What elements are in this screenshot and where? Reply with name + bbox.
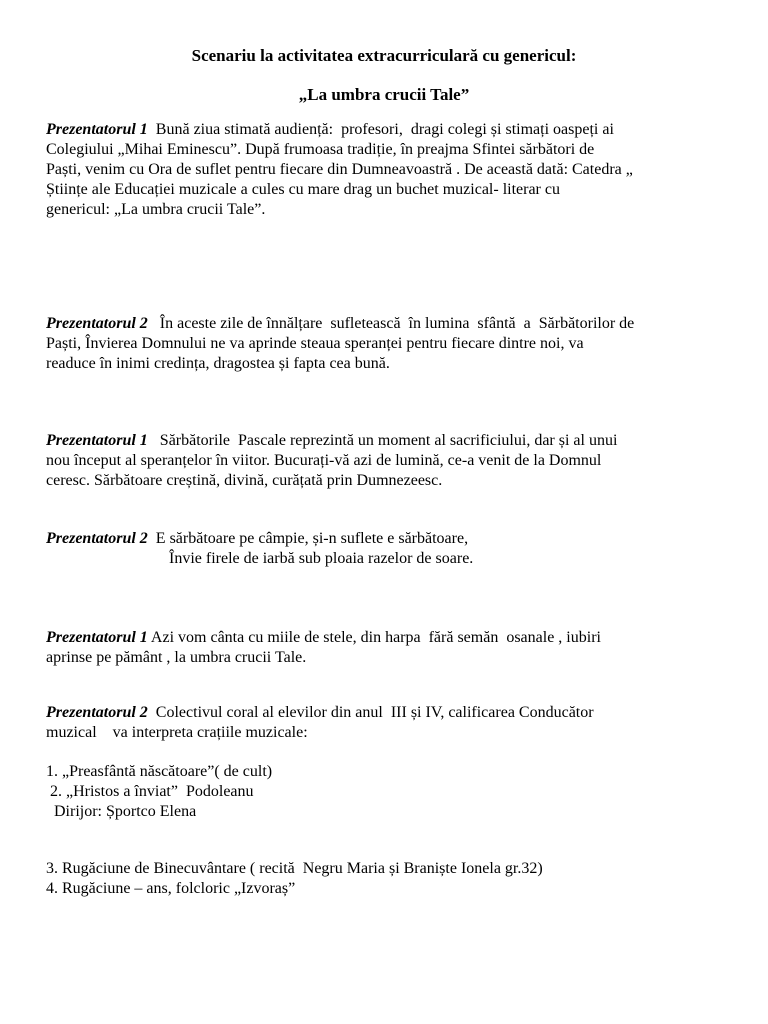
speaker-block-6 (46, 703, 736, 743)
speaker-name: Prezentatorul 2 (46, 530, 148, 547)
text-line: readuce în inimi credința, dragostea și fapta cea bună. (46, 355, 390, 372)
text-line (46, 628, 736, 648)
text-line: Învie firele de iarbă sub ploaia razelor de soare. (169, 550, 474, 567)
text-line: Paști, venim cu Ora de suflet pentru fiecare din Dumneavoastră . De această dată: Catedra „ (46, 161, 633, 178)
text-line (46, 703, 736, 723)
text-line: Colegiului „Mihai Eminescu”. După frumoasa tradiție, în preajma Sfintei sărbători de (46, 141, 595, 158)
text-line (46, 529, 736, 549)
list-item: Dirijor: Șportco Elena (46, 803, 197, 820)
speech-text: Azi vom cânta cu miile de stele, din harpa fără semăn osanale , iubiri (147, 629, 601, 646)
speaker-name: Prezentatorul 1 (46, 629, 148, 646)
program-list-2 (46, 859, 736, 899)
list-item: 3. Rugăciune de Binecuvântare ( recită Negru Maria și Braniște Ionela gr.32) (46, 860, 543, 877)
speech-text: Colectivul coral al elevilor din anul III și IV, calificarea Conducător (147, 704, 594, 721)
speech-text: Bună ziua stimată audiență: profesori, dragi colegi și stimați oaspeți ai (147, 121, 614, 138)
text-line: aprinse pe pământ , la umbra crucii Tale. (46, 649, 307, 666)
speech-text: În aceste zile de înnălțare sufletească în lumina sfântă a Sărbătorilor de (147, 315, 635, 332)
program-list-1 (46, 762, 736, 822)
speaker-block-3 (46, 431, 736, 491)
speech-text: E sărbătoare pe câmpie, și-n suflete e sărbătoare, (147, 530, 469, 547)
text-line (46, 314, 736, 334)
text-line: muzical va interpreta crațiile muzicale: (46, 724, 308, 741)
speaker-block-1 (46, 120, 736, 220)
speaker-name: Prezentatorul 2 (46, 704, 148, 721)
speaker-name: Prezentatorul 2 (46, 315, 148, 332)
text-line: genericul: „La umbra crucii Tale”. (46, 201, 266, 218)
text-line: Științe ale Educației muzicale a cules cu mare drag un buchet muzical- literar cu (46, 181, 560, 198)
speaker-block-5 (46, 628, 736, 668)
text-line: ceresc. Sărbătoare creștină, divină, curățată prin Dumnezeesc. (46, 472, 443, 489)
list-item: 2. „Hristos a înviat” Podoleanu (46, 783, 254, 800)
text-line (46, 431, 736, 451)
speaker-name: Prezentatorul 1 (46, 121, 148, 138)
text-line (46, 120, 736, 140)
speaker-block-4 (46, 529, 736, 569)
list-item: 4. Rugăciune – ans, folcloric „Izvoraș” (46, 880, 296, 897)
list-item: 1. „Preasfântă născătoare”( de cult) (46, 763, 273, 780)
text-line: Paști, Învierea Domnului ne va aprinde steaua speranței pentru fiecare dintre noi, va (46, 335, 584, 352)
speech-text: Sărbătorile Pascale reprezintă un moment al sacrificiului, dar și al unui (147, 432, 618, 449)
document-subtitle: „La umbra crucii Tale” (298, 85, 470, 104)
speaker-block-2 (46, 314, 736, 374)
document-title: Scenariu la activitatea extracurriculară cu genericul: (191, 46, 577, 65)
speaker-name: Prezentatorul 1 (46, 432, 148, 449)
text-line: nou început al speranțelor în viitor. Bucurați-vă azi de lumină, ce-a venit de la Domnul (46, 452, 602, 469)
